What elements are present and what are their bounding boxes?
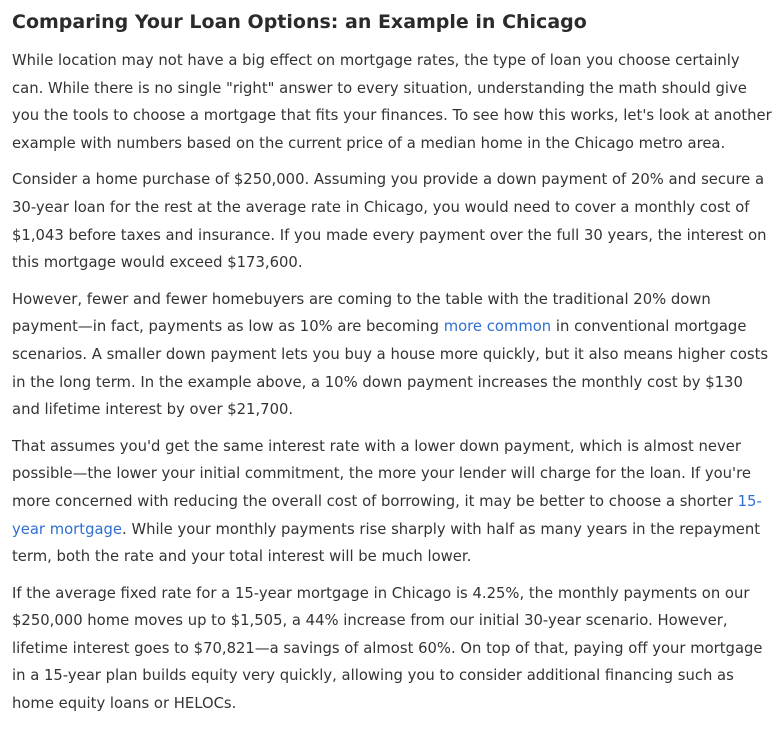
- paragraph-text-segment: . While your monthly payments rise sharply with half as many years in the repayment term, both the rate and your total interest will be much lower.: [12, 520, 761, 566]
- paragraph-text-segment: That assumes you'd get the same interest rate with a lower down payment, which is almost never possible—the lower your initial commitment, the more your lender will charge for the loan. If you're more concerned with reducing the overall cost of borrowing, it may be better to choose a shorter: [12, 437, 751, 510]
- paragraph-interest-rate: [12, 433, 772, 571]
- paragraph-purchase-example: Consider a home purchase of $250,000. Assuming you provide a down payment of 20% and secure a 30-year loan for the rest at the average rate in Chicago, you would need to cover a monthly cost of $1,043 before taxes and insurance. If you made every payment over the full 30 years, the interest on this mortgage would exceed $173,600.: [12, 171, 767, 272]
- article-heading: Comparing Your Loan Options: an Example in Chicago: [12, 11, 587, 33]
- more-common-link[interactable]: more common: [443, 318, 552, 336]
- paragraph-intro: While location may not have a big effect on mortgage rates, the type of loan you choose certainly can. While there is no single "right" answer to every situation, understanding the math should give you the tools to choose a mortgage that fits your finances. To see how this works, let's look at another example with numbers based on the current price of a median home in the Chicago metro area.: [12, 52, 772, 152]
- paragraph-text-segment: in conventional mortgage scenarios. A smaller down payment lets you buy a house more quickly, but it also means higher costs in the long term. In the example above, a 10% down payment increases the monthly cost by $130 and lifetime interest by over $21,700.: [12, 318, 769, 419]
- paragraph-down-payment: [12, 286, 772, 424]
- 15-year-mortgage-link[interactable]: 15-year mortgage: [12, 492, 762, 538]
- paragraph-text-segment: However, fewer and fewer homebuyers are coming to the table with the traditional 20% down payment—in fact, payments as low as 10% are becoming: [12, 290, 711, 336]
- paragraph-15-year-scenario: If the average fixed rate for a 15-year mortgage in Chicago is 4.25%, the monthly payments on our $250,000 home moves up to $1,505, a 44% increase from our initial 30-year scenario. However, lifetime interest goes to $70,821—a savings of almost 60%. On top of that, paying off your mortgage in a 15-year plan builds equity very quickly, allowing you to consider additional financing such as home equity loans or HELOCs.: [12, 584, 763, 713]
